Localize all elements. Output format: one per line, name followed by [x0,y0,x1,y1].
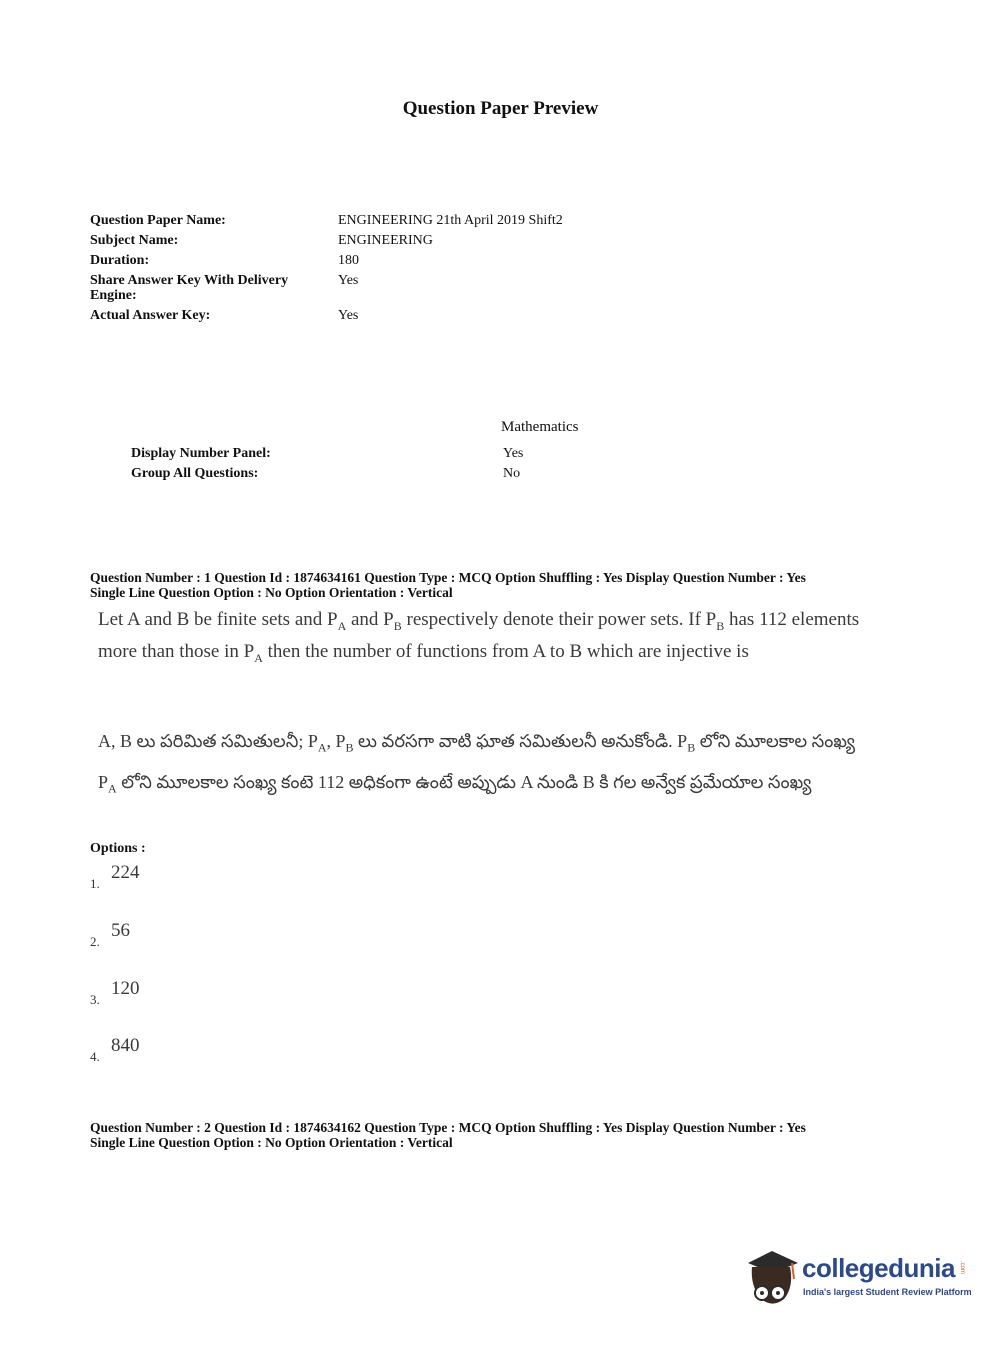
question-1-header [90,570,910,600]
q1-te-sub: B [687,740,696,755]
paper-name-label: Question Paper Name: [90,213,226,228]
options-label: Options : [90,841,146,856]
page-title: Question Paper Preview [402,98,599,119]
option-3-number: 3. [90,992,100,1007]
q1-te-part: A, B లు పరిమిత సమితులనీ; P [98,731,318,751]
q1-en-sub: A [254,650,263,665]
option-2-value: 56 [111,920,130,941]
actual-answer-key-label: Actual Answer Key: [90,308,211,323]
duration-label: Duration: [90,253,150,268]
q1-en-part: has 112 elements more than those in P [98,609,860,662]
option-4-number: 4. [90,1049,100,1064]
question-2-header-line2: Single Line Question Option : No Option Orientation : Vertical [90,1135,453,1150]
q1-te-part: లోని మూలకాల సంఖ్య P [98,731,856,792]
paper-name-value: ENGINEERING 21th April 2019 Shift2 [338,213,563,228]
duration-value: 180 [338,253,359,268]
logo-tagline: India's largest Student Review Platform [803,1287,972,1297]
q1-en-part: then the number of functions from A to B which are injective is [262,640,749,662]
q1-te-part: లు వరసగా వాటి ఘాత సమితులనీ అనుకోండి. P [353,731,688,751]
display-number-panel-value: Yes [503,446,524,461]
logo-com-text: .com [959,1261,965,1275]
section-name: Mathematics [501,419,579,435]
q1-en-sub: A [337,618,347,633]
q1-te-sub: A [317,740,327,755]
subject-name-label: Subject Name: [90,233,179,248]
share-answer-key-value: Yes [338,273,359,288]
q1-te-sub: A [108,781,117,796]
option-2-number: 2. [90,934,100,949]
q1-te-sub: B [345,740,354,755]
q1-en-sub: B [716,618,725,633]
display-number-panel-label: Display Number Panel: [131,446,271,461]
option-3-value: 120 [111,978,140,999]
q1-en-part: respectively denote their power sets. If P [401,609,717,630]
question-1-text-telugu [98,724,878,805]
question-1-header-line2: Single Line Question Option : No Option Orientation : Vertical [90,585,453,600]
q1-te-part: లోని మూలకాల సంఖ్య కంటె 112 అధికంగా ఉంటే అప్పుడు A నుండి B కి గల అన్వేక ప్రమేయాల సంఖ్య [116,771,812,792]
group-all-questions-label: Group All Questions: [131,466,259,481]
question-2-header [90,1120,910,1150]
q1-te-part: , P [326,731,346,751]
q1-en-part: Let A and B be finite sets and P [98,609,338,630]
question-1-header-line1: Question Number : 1 Question Id : 1874634161 Question Type : MCQ Option Shuffling : Yes Display Question Number : Yes [90,570,806,585]
collegedunia-logo [742,1249,972,1319]
option-4-value: 840 [111,1035,140,1056]
logo-brand-text: collegedunia [802,1253,955,1283]
q1-en-part: and P [346,609,394,630]
group-all-questions-value: No [503,466,521,481]
q1-en-sub: B [393,618,402,633]
question-2-header-line1: Question Number : 2 Question Id : 1874634162 Question Type : MCQ Option Shuffling : Yes Display Question Number : Yes [90,1120,806,1135]
share-answer-key-label: Share Answer Key With Delivery Engine: [90,273,289,303]
option-1-value: 224 [111,862,140,883]
subject-name-value: ENGINEERING [338,233,433,248]
actual-answer-key-value: Yes [338,308,359,323]
question-1-text-english [98,607,878,671]
mascot-icon [742,1249,800,1311]
option-1-number: 1. [90,876,100,891]
